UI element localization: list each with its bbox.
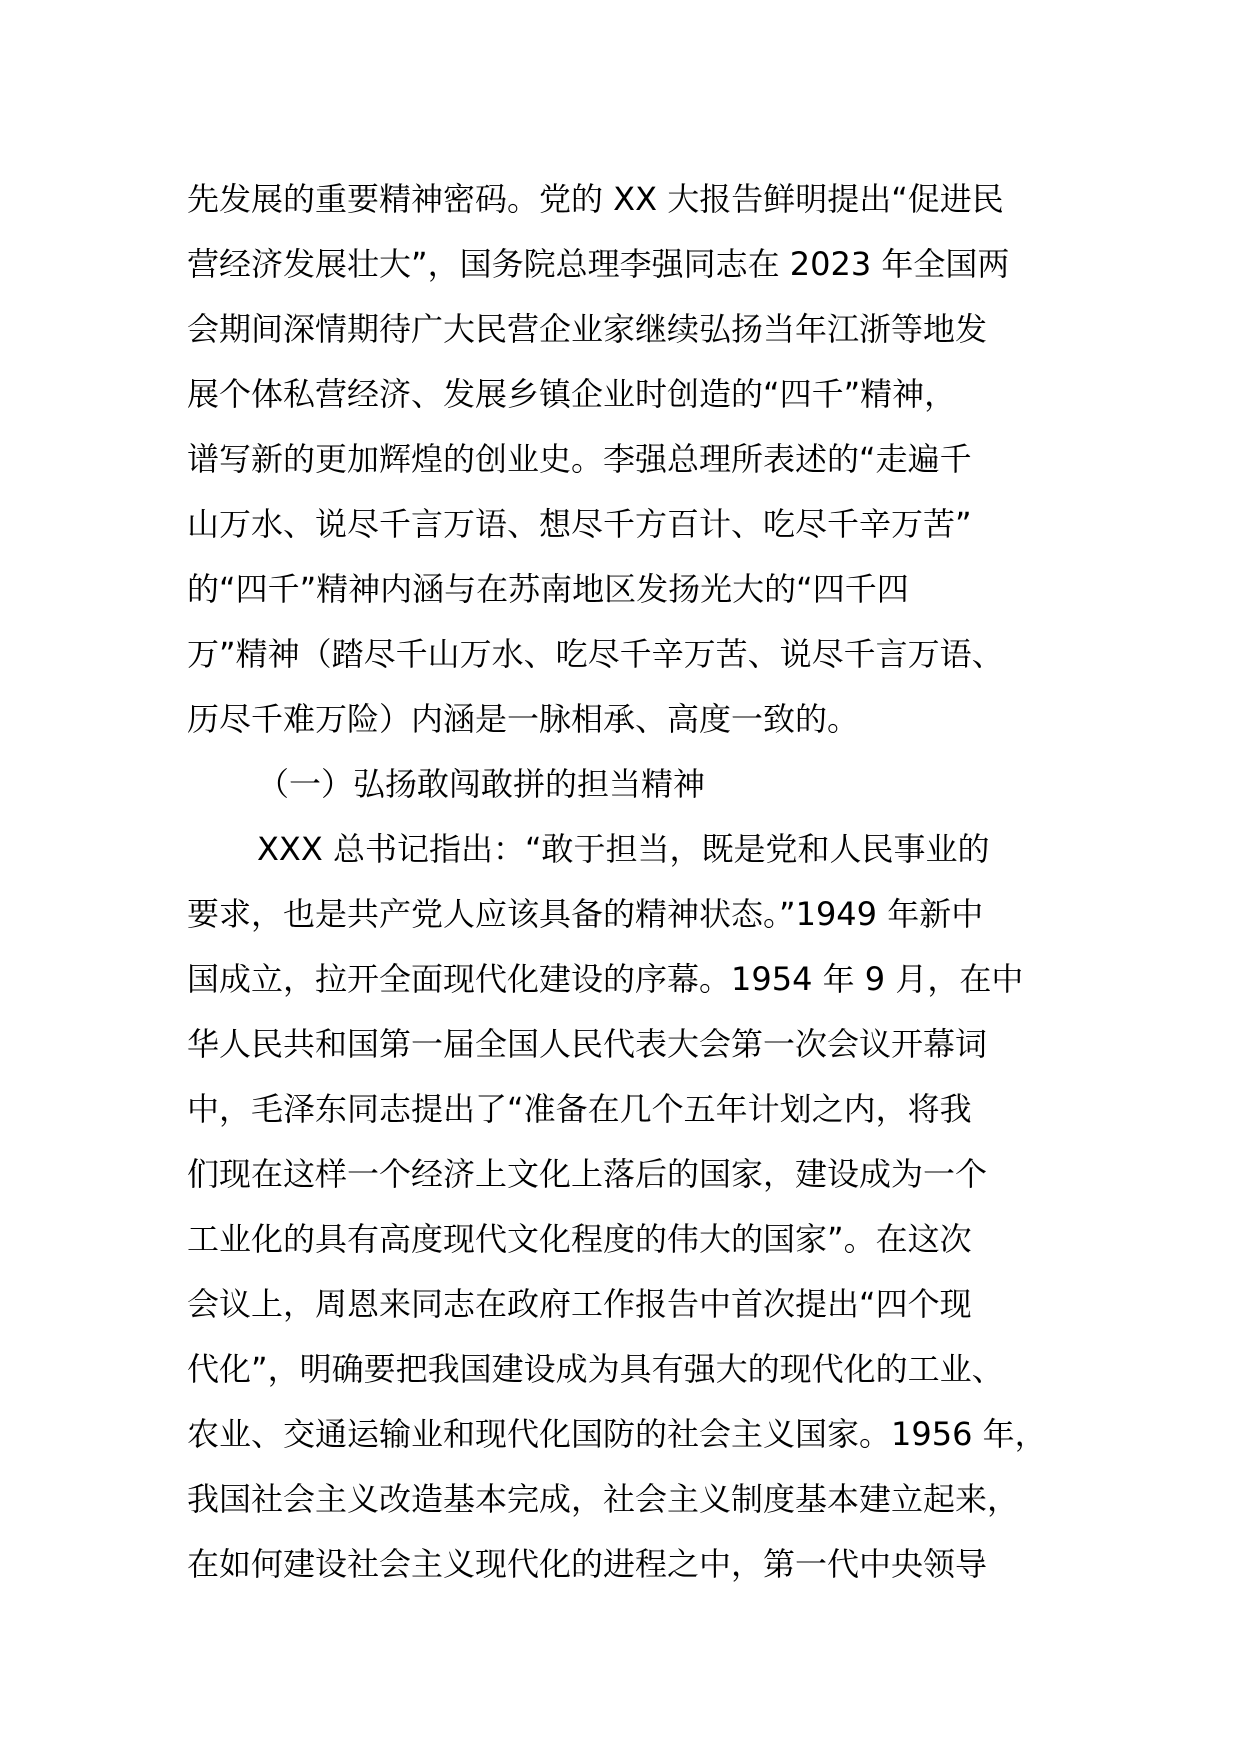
text-line: 的“四千”精神内涵与在苏南地区发扬光大的“四千四 [187,570,909,608]
text-line: 先发展的重要精神密码。党的 XX 大报告鲜明提出“促进民 [187,180,1004,218]
text-line: 华人民共和国第一届全国人民代表大会第一次会议开幕词 [187,1025,988,1063]
text-line: 们现在这样一个经济上文化上落后的国家，建设成为一个 [187,1155,988,1193]
text-line: 国成立，拉开全面现代化建设的序幕。1954 年 9 月，在中 [187,960,1024,998]
text-line: 山万水、说尽千言万语、想尽千方百计、吃尽千辛万苦” [187,505,972,543]
text-line: 展个体私营经济、发展乡镇企业时创造的“四千”精神， [187,375,957,413]
text-line: 谱写新的更加辉煌的创业史。李强总理所表述的“走遍千 [187,440,972,478]
text-line: 在如何建设社会主义现代化的进程之中，第一代中央领导 [187,1545,988,1583]
text-line: 营经济发展壮大”，国务院总理李强同志在 2023 年全国两 [187,245,1010,283]
text-line: 要求，也是共产党人应该具备的精神状态。”1949 年新中 [187,895,984,933]
text-line: 万”精神（踏尽千山万水、吃尽千辛万苦、说尽千言万语、 [187,635,1004,673]
text-line: 工业化的具有高度现代文化程度的伟大的国家”。在这次 [187,1220,972,1258]
paragraph-start-line: XXX 总书记指出：“敢于担当，既是党和人民事业的 [257,830,990,868]
text-line: 农业、交通运输业和现代化国防的社会主义国家。1956 年， [187,1415,1047,1453]
text-line: 我国社会主义改造基本完成，社会主义制度基本建立起来， [187,1480,1020,1518]
text-line: 会期间深情期待广大民营企业家继续弘扬当年江浙等地发 [187,310,988,348]
document-body [187,167,1087,1597]
text-line: 会议上，周恩来同志在政府工作报告中首次提出“四个现 [187,1285,972,1323]
text-line: 代化”，明确要把我国建设成为具有强大的现代化的工业、 [187,1350,1004,1388]
text-line: 中，毛泽东同志提出了“准备在几个五年计划之内，将我 [187,1090,972,1128]
section-heading: （一）弘扬敢闯敢拼的担当精神 [257,765,706,803]
text-line: 历尽千难万险）内涵是一脉相承、高度一致的。 [187,700,860,738]
